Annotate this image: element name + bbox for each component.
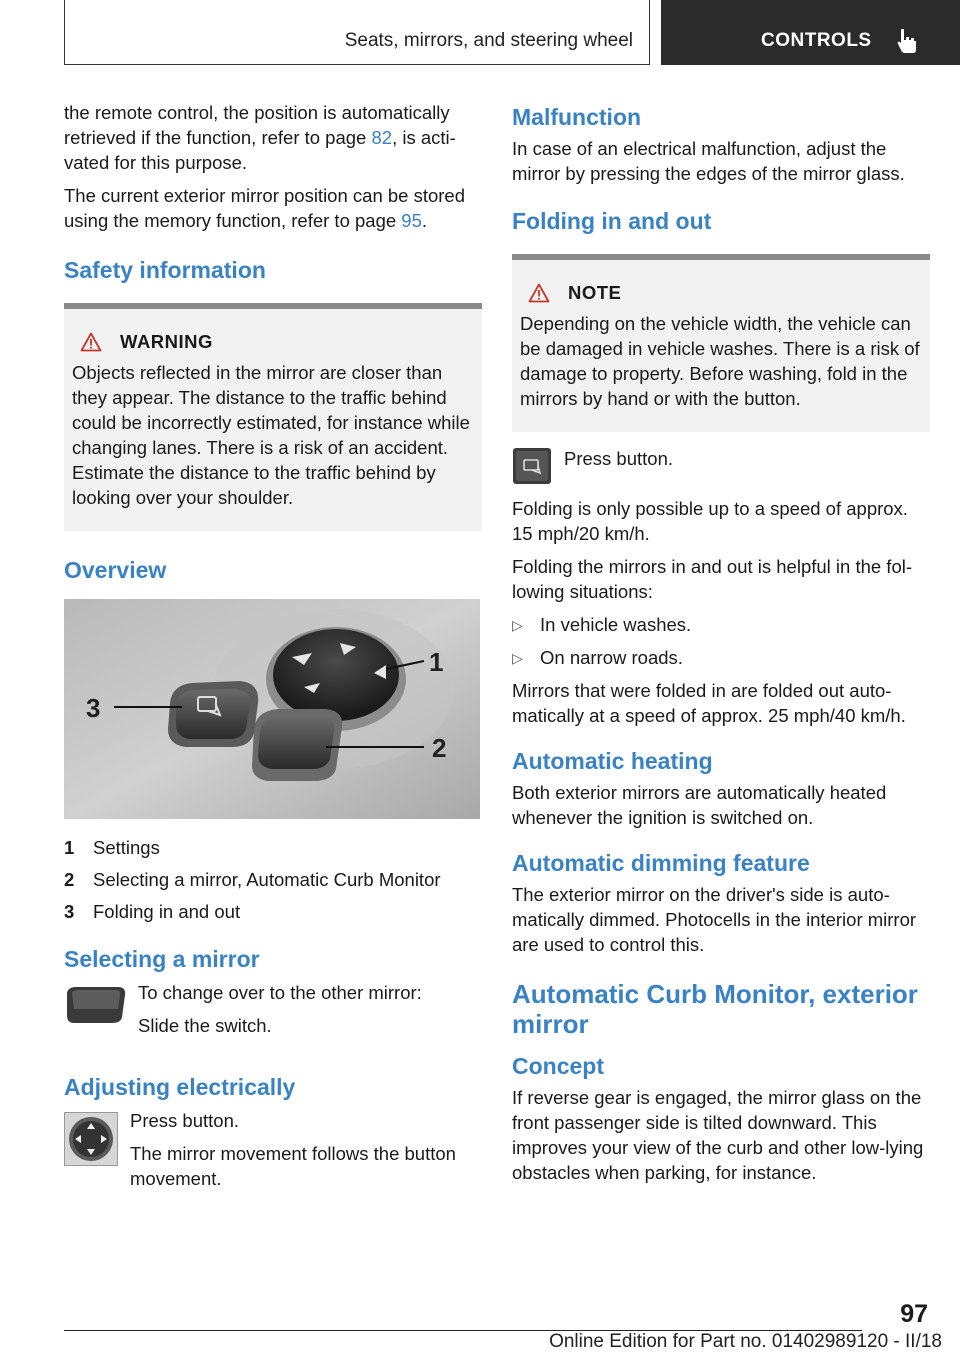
overview-heading: Overview (64, 557, 167, 583)
adjusting-row (64, 1108, 482, 1199)
selecting-heading: Selecting a mirror (64, 946, 260, 972)
list-item: ▷ In vehicle washes. (512, 614, 692, 635)
adjusting-text: Press button. The mirror movement follows the button movement. (130, 1110, 456, 1189)
list-item: 3 Folding in and out (64, 901, 241, 922)
page-number: 97 (900, 1300, 928, 1328)
warning-header (72, 329, 474, 354)
callout-1: 1 (429, 647, 444, 677)
intro-paragraph-1: the remote control, the position is automatically retrieved if the function, refer to page 82, is activated for this purpose. (64, 102, 456, 173)
heating-text: Both exterior mirrors are automatically heated whenever the ignition is switched on. (512, 782, 887, 828)
warning-triangle-icon (528, 283, 550, 303)
mirror-controls-photo (64, 599, 480, 819)
concept-text: If reverse gear is engaged, the mirror glass on the front passenger side is tilted downward. This improves your view of the curb and other low-lying obstacles when parking, for instance. (512, 1087, 924, 1183)
dimming-heading: Automatic dimming feature (512, 850, 810, 876)
overview-list (64, 835, 482, 924)
intro-paragraph-2: The current exterior mirror position can be stored using the memory function, refer to page 95. (64, 185, 466, 231)
folding-heading: Folding in and out (512, 208, 712, 234)
press-button-row (512, 446, 930, 486)
slide-switch-icon (64, 985, 128, 1025)
warning-label: WARNING (120, 331, 213, 352)
situations-list (512, 612, 930, 671)
section-title: Seats, mirrors, and steering wheel (344, 30, 633, 51)
warning-triangle-icon (80, 332, 102, 352)
fold-button-icon (512, 446, 552, 486)
section-title-box (64, 0, 650, 65)
folding-speed-text: Folding is only possible up to a speed of approx. 15 mph/20 km/h. (512, 498, 908, 544)
malfunction-text: In case of an electrical malfunction, adjust the mirror by pressing the edges of the mirror glass. (512, 138, 905, 184)
right-column (512, 100, 930, 1193)
safety-heading: Safety information (64, 257, 266, 283)
adjust-knob-icon (64, 1112, 118, 1166)
note-box (512, 254, 930, 432)
chapter-tab (661, 0, 960, 65)
note-label: NOTE (568, 282, 622, 303)
list-item: 2 Selecting a mirror, Automatic Curb Monitor (64, 869, 441, 890)
edition-footer: Online Edition for Part no. 01402989120 - II/18 (549, 1331, 942, 1352)
curb-monitor-heading: Automatic Curb Monitor, exterior mirror (512, 979, 918, 1039)
folding-situations-text: Folding the mirrors in and out is helpful in the following situations: (512, 556, 913, 602)
callout-3: 3 (86, 693, 101, 723)
warning-box (64, 303, 482, 531)
warning-text: Objects reflected in the mirror are closer than they appear. The distance to the traffic behind could be incorrectly estimated, for instance while changing lanes. There is a risk of an accident. Estimate the distance to the traffic behind by looking over your shoulder. (72, 362, 470, 508)
heating-heading: Automatic heating (512, 748, 713, 774)
hand-pointer-icon (894, 28, 920, 54)
note-text: Depending on the vehicle width, the vehicle can be damaged in vehicle washes. There is a risk of damage to property. Before washing, fold in the mirrors by hand or with the button. (520, 313, 920, 409)
adjusting-heading: Adjusting electrically (64, 1074, 296, 1100)
selecting-row (64, 980, 482, 1046)
page-link-95[interactable]: 95 (401, 210, 422, 231)
malfunction-heading: Malfunction (512, 104, 642, 130)
note-header (520, 280, 922, 305)
press-button-text: Press button. (564, 448, 674, 469)
left-column (64, 100, 482, 1199)
list-item: 1 Settings (64, 837, 160, 858)
selecting-text: To change over to the other mirror: Slide the switch. (138, 982, 422, 1036)
callout-2: 2 (432, 733, 447, 763)
page-link-82[interactable]: 82 (371, 127, 393, 148)
dimming-text: The exterior mirror on the driver's side is automatically dimmed. Photocells in the interior mirror are used to control this. (512, 884, 917, 955)
page-header (64, 0, 960, 65)
fold-out-text: Mirrors that were folded in are folded out automatically at a speed of approx. 25 mph/40 km/h. (512, 680, 906, 726)
chapter-title: CONTROLS (761, 30, 872, 51)
list-item: ▷ On narrow roads. (512, 647, 683, 668)
concept-heading: Concept (512, 1053, 604, 1079)
